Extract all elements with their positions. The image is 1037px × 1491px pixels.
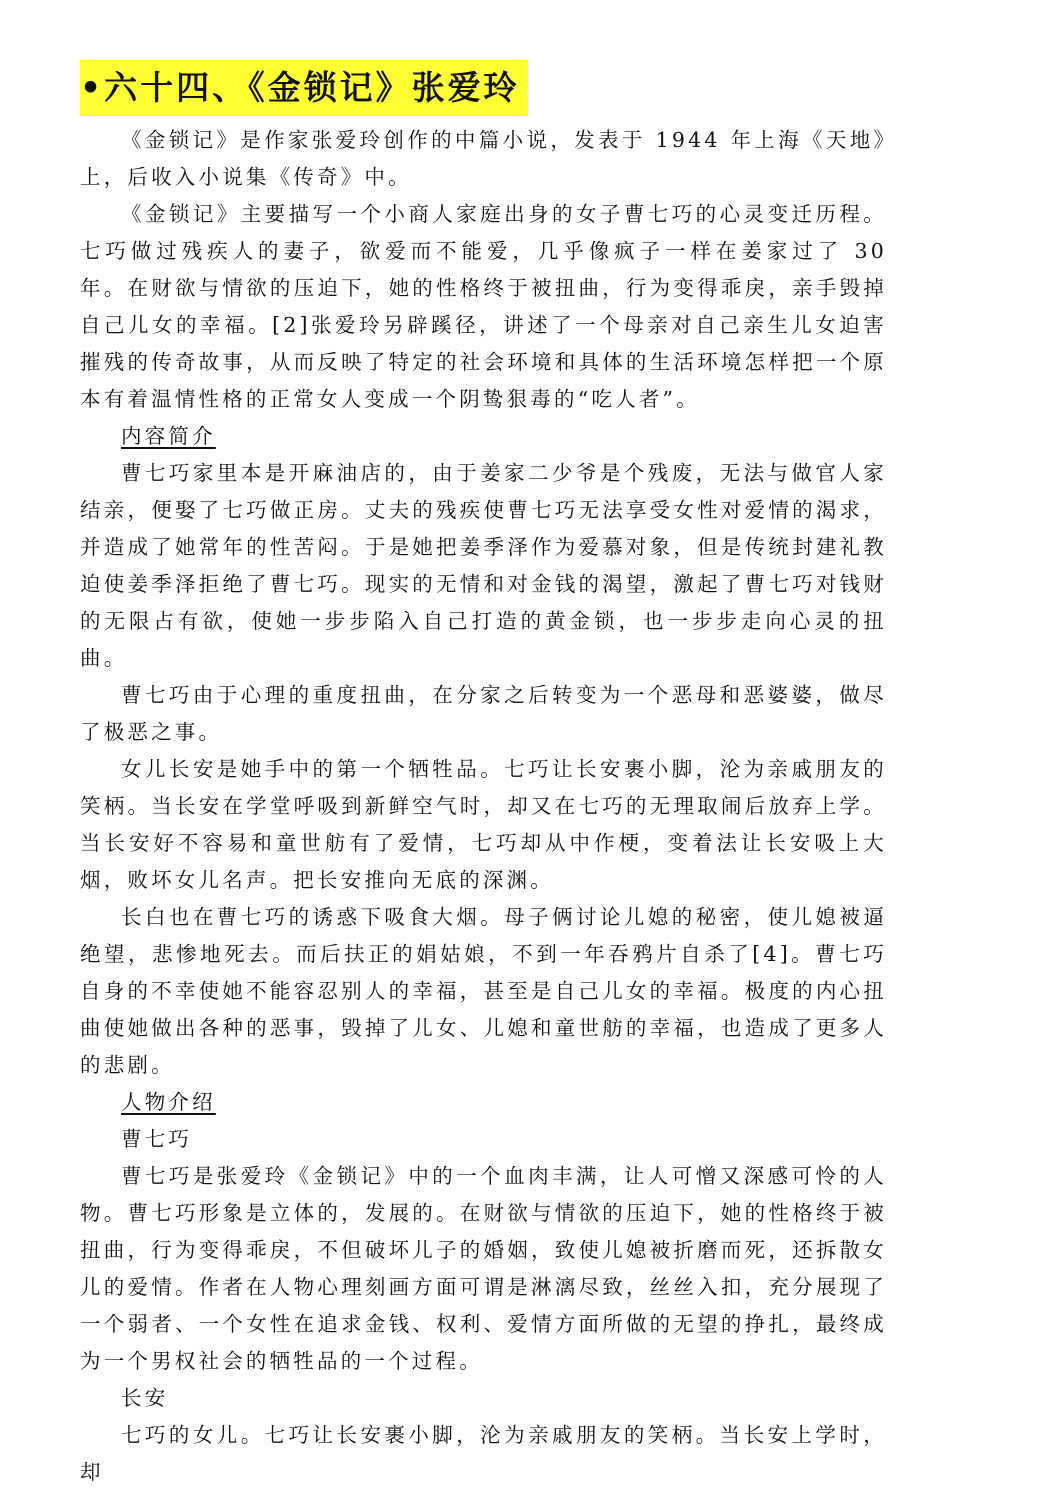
document-title: •六十四、《金锁记》张爱玲	[80, 60, 528, 116]
content-paragraph: 长白也在曹七巧的诱惑下吸食大烟。母子俩讨论儿媳的秘密，使儿媳被逼绝望，悲惨地死去。而后扶正的娟姑娘，不到一年吞鸦片自杀了[4]。曹七巧自身的不幸使她不能容忍别人的幸福，甚至是自己儿女的幸福。极度的内心扭曲使她做出各种的恶事，毁掉了儿女、儿媳和童世舫的幸福，也造成了更多人的悲剧。	[80, 905, 887, 1077]
content-paragraph: 曹七巧由于心理的重度扭曲，在分家之后转变为一个恶母和恶婆婆，做尽了极恶之事。	[80, 683, 887, 744]
intro-paragraph: 《金锁记》主要描写一个小商人家庭出身的女子曹七巧的心灵变迁历程。七巧做过残疾人的妻子，欲爱而不能爱，几乎像疯子一样在姜家过了 30 年。在财欲与情欲的压迫下，她的性格终于被扭曲，行为变得乖戾，亲手毁掉自己儿女的幸福。[2]张爱玲另辟蹊径，讲述了一个母亲对自己亲生儿女迫害摧残的传奇故事，从而反映了特定的社会环境和具体的生活环境怎样把一个原本有着温情性格的正常女人变成一个阴鸷狠毒的“吃人者”。	[80, 202, 887, 411]
character-description-qiqiao: 曹七巧是张爱玲《金锁记》中的一个血肉丰满，让人可憎又深感可怜的人物。曹七巧形象是立体的，发展的。在财欲与情欲的压迫下，她的性格终于被扭曲，行为变得乖戾，不但破坏儿子的婚姻，致使儿媳被折磨而死，还拆散女儿的爱情。作者在人物心理刻画方面可谓是淋漓尽致，丝丝入扣，充分展现了一个弱者、一个女性在追求金钱、权利、爱情方面所做的无望的挣扎，最终成为一个男权社会的牺牲品的一个过程。	[80, 1164, 887, 1373]
character-name-changan: 长安	[121, 1386, 169, 1410]
section-heading-characters: 人物介绍	[121, 1090, 216, 1114]
intro-paragraph: 《金锁记》是作家张爱玲创作的中篇小说，发表于 1944 年上海《天地》上，后收入小说集《传奇》中。	[80, 128, 887, 189]
content-paragraph: 曹七巧家里本是开麻油店的，由于姜家二少爷是个残废，无法与做官人家结亲，便娶了七巧做正房。丈夫的残疾使曹七巧无法享受女性对爱情的渴求，并造成了她常年的性苦闷。于是她把姜季泽作为爱慕对象，但是传统封建礼教迫使姜季泽拒绝了曹七巧。现实的无情和对金钱的渴望，激起了曹七巧对钱财的无限占有欲，使她一步步陷入自己打造的黄金锁，也一步步走向心灵的扭曲。	[80, 461, 887, 670]
character-description-changan: 七巧的女儿。七巧让长安裹小脚，沦为亲戚朋友的笑柄。当长安上学时，却	[80, 1423, 887, 1484]
character-name-qiqiao: 曹七巧	[121, 1127, 193, 1151]
content-paragraph: 女儿长安是她手中的第一个牺牲品。七巧让长安裹小脚，沦为亲戚朋友的笑柄。当长安在学堂呼吸到新鲜空气时，却又在七巧的无理取闹后放弃上学。当长安好不容易和童世舫有了爱情，七巧却从中作梗，变着法让长安吸上大烟，败坏女儿名声。把长安推向无底的深渊。	[80, 757, 887, 892]
section-heading-content: 内容简介	[121, 424, 216, 448]
